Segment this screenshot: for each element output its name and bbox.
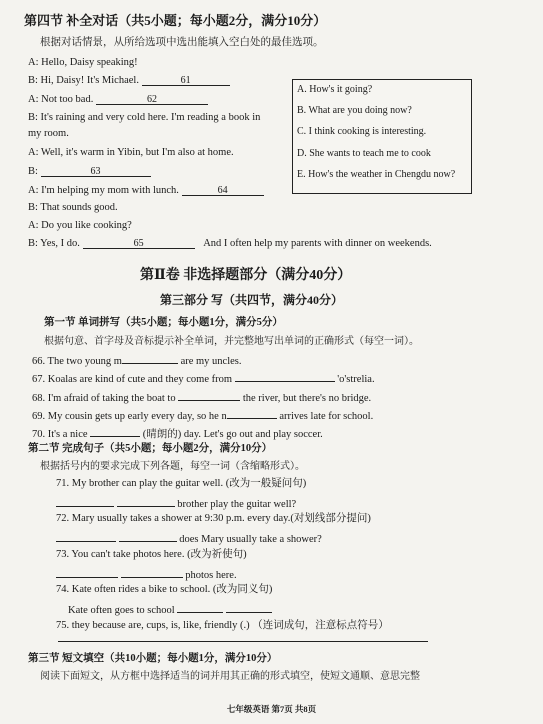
section1-instruction: 根据句意、首字母及音标提示补全单词，并完整地写出单词的正确形式（每空一词）。 xyxy=(44,336,419,347)
question-73: 73. You can't take photos here. (改为祈使句) xyxy=(56,549,247,560)
section2-title: 第二节 完成句子（共5小题；每小题2分，满分10分） xyxy=(28,443,273,454)
question-74: 74. Kate often rides a bike to school. (改为同义句) xyxy=(56,584,273,595)
blank-63[interactable]: 63 xyxy=(41,165,151,177)
answer-72: does Mary usually take a shower? xyxy=(56,530,322,546)
question-72: 72. Mary usually takes a shower at 9:30 p.m. every day.(对划线部分提问) xyxy=(56,513,371,524)
answer-75-line[interactable] xyxy=(58,641,428,642)
blank-66[interactable] xyxy=(122,352,178,364)
blank-74b[interactable] xyxy=(226,601,272,613)
blank-73b[interactable] xyxy=(121,566,183,578)
dialogue-line-11: B: Yes, I do. 65 And I often help my parents with dinner on weekends. xyxy=(28,238,432,249)
question-69: 69. My cousin gets up early every day, so he n arrives late for school. xyxy=(32,407,373,423)
answer-73: photos here. xyxy=(56,566,237,582)
section2-instruction: 根据括号内的要求完成下列各题，每空一词（含缩略形式）。 xyxy=(40,461,305,472)
option-b: B. What are you doing now? xyxy=(297,105,412,116)
blank-72a[interactable] xyxy=(56,530,116,542)
blank-71b[interactable] xyxy=(117,495,175,507)
blank-73a[interactable] xyxy=(56,566,118,578)
option-e: E. How's the weather in Chengdu now? xyxy=(297,169,456,180)
blank-71a[interactable] xyxy=(56,495,114,507)
answer-74: Kate often goes to school xyxy=(68,601,272,617)
part2-subtitle: 第三部分 写（共四节，满分40分） xyxy=(160,293,344,307)
option-c: C. I think cooking is interesting. xyxy=(297,126,427,137)
dialogue-line-10: A: Do you like cooking? xyxy=(28,220,132,231)
dialogue-line-2: B: Hi, Daisy! It's Michael. 61 xyxy=(28,74,230,87)
part2-title: 第Ⅱ卷 非选择题部分（满分40分） xyxy=(140,268,352,283)
question-68: 68. I'm afraid of taking the boat to the river, but there's no bridge. xyxy=(32,389,371,405)
blank-69[interactable] xyxy=(227,407,277,419)
options-box xyxy=(292,79,472,194)
blank-67[interactable] xyxy=(235,370,335,382)
dialogue-line-5: my room. xyxy=(28,128,69,139)
page-footer: 七年级英语 第7页 共8页 xyxy=(226,704,317,714)
dialogue-line-7: B: 63 xyxy=(28,165,151,178)
blank-68[interactable] xyxy=(178,389,240,401)
question-67: 67. Koalas are kind of cute and they come from 'o'strelia. xyxy=(32,370,375,386)
question-71: 71. My brother can play the guitar well. (改为一般疑问句) xyxy=(56,478,307,489)
option-a: A. How's it going? xyxy=(297,84,373,95)
dialogue-line-9: B: That sounds good. xyxy=(28,202,118,213)
blank-61[interactable]: 61 xyxy=(142,74,230,86)
dialogue-line-1: A: Hello, Daisy speaking! xyxy=(28,57,138,68)
dialogue-line-8: A: I'm helping my mom with lunch. 64 xyxy=(28,184,264,197)
blank-62[interactable]: 62 xyxy=(96,93,208,105)
question-70: 70. It's a nice (晴朗的) day. Let's go out and play soccer. xyxy=(32,425,323,441)
section4-instruction: 根据对话情景，从所给选项中选出能填入空白处的最佳选项。 xyxy=(40,37,324,48)
dialogue-line-3: A: Not too bad. 62 xyxy=(28,93,208,106)
blank-74a[interactable] xyxy=(177,601,223,613)
option-d: D. She wants to teach me to cook xyxy=(297,148,431,159)
answer-71: brother play the guitar well? xyxy=(56,495,296,511)
blank-65[interactable]: 65 xyxy=(83,237,195,249)
section1-title: 第一节 单词拼写（共5小题；每小题1分，满分5分） xyxy=(44,317,283,328)
question-75: 75. they because are, cups, is, like, friendly (.) （连词成句，注意标点符号） xyxy=(56,620,389,631)
dialogue-line-6: A: Well, it's warm in Yibin, but I'm also at home. xyxy=(28,147,234,158)
question-66: 66. The two young m are my uncles. xyxy=(32,352,242,368)
section3-title: 第三节 短文填空（共10小题；每小题1分，满分10分） xyxy=(28,653,278,664)
section4-title: 第四节 补全对话（共5小题；每小题2分，满分10分） xyxy=(24,13,327,28)
section3-instruction: 阅读下面短文，从方框中选择适当的词并用其正确的形式填空，使短文通顺、意思完整 xyxy=(40,671,420,682)
blank-64[interactable]: 64 xyxy=(182,184,264,196)
dialogue-line-4: B: It's raining and very cold here. I'm reading a book in xyxy=(28,112,261,123)
blank-72b[interactable] xyxy=(119,530,177,542)
blank-70[interactable] xyxy=(90,425,140,437)
